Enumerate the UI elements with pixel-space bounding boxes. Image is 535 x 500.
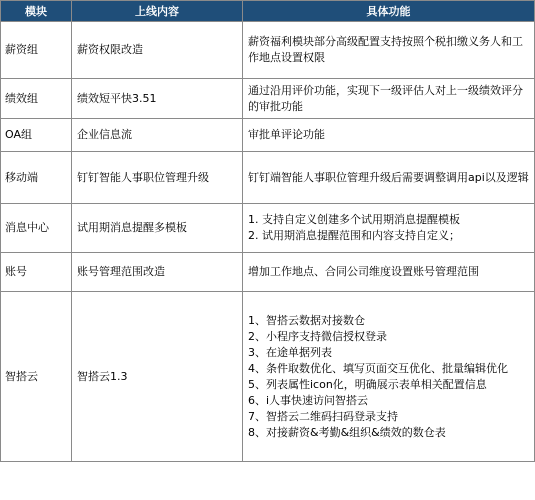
header-module: 模块 — [1, 1, 72, 22]
module-cell: 薪资组 — [1, 22, 72, 79]
function-line: 薪资福利模块部分高级配置支持按照个税扣缴义务人和工作地点设置权限 — [248, 35, 523, 64]
function-cell — [243, 119, 535, 152]
table-row — [1, 253, 535, 292]
module-cell: 移动端 — [1, 152, 72, 204]
header-function: 具体功能 — [243, 1, 535, 22]
function-cell — [243, 204, 535, 253]
table-row — [1, 119, 535, 152]
module-cell: 绩效组 — [1, 79, 72, 119]
function-line: 1. 支持自定义创建多个试用期消息提醒模板 — [248, 213, 460, 226]
function-line: 7、智搭云二维码扫码登录支持 — [248, 409, 398, 423]
function-line: 3、在途单据列表 — [248, 345, 332, 359]
function-line: 1、智搭云数据对接数仓 — [248, 313, 365, 327]
function-line: 通过沿用评价功能，实现下一级评估人对上一级绩效评分的审批功能 — [248, 83, 523, 113]
function-line: 2. 试用期消息提醒范围和内容支持自定义； — [248, 229, 460, 242]
function-line: 增加工作地点、合同公司维度设置账号管理范围 — [248, 265, 479, 278]
module-cell: 账号 — [1, 253, 72, 292]
module-cell: 智搭云 — [1, 292, 72, 462]
module-cell: OA组 — [1, 119, 72, 152]
module-cell: 消息中心 — [1, 204, 72, 253]
function-line: 5、列表属性icon化，明确展示表单相关配置信息 — [248, 377, 487, 391]
table-row — [1, 292, 535, 462]
content-cell: 绩效短平快3.51 — [72, 79, 243, 119]
function-line: 8、对接薪资&考勤&组织&绩效的数仓表 — [248, 425, 446, 439]
function-cell — [243, 152, 535, 204]
content-cell: 试用期消息提醒多模板 — [72, 204, 243, 253]
table-row — [1, 79, 535, 119]
function-line: 钉钉端智能人事职位管理升级后需要调整调用api以及逻辑 — [248, 170, 529, 184]
content-cell: 账号管理范围改造 — [72, 253, 243, 292]
content-cell: 智搭云1.3 — [72, 292, 243, 462]
table-row — [1, 152, 535, 204]
content-cell: 薪资权限改造 — [72, 22, 243, 79]
function-cell — [243, 253, 535, 292]
table-row — [1, 204, 535, 253]
function-line: 6、i人事快速访问智搭云 — [248, 393, 369, 407]
function-line: 4、条件取数优化、填写页面交互优化、批量编辑优化 — [248, 361, 508, 375]
function-line: 审批单评论功能 — [248, 128, 325, 141]
content-cell: 企业信息流 — [72, 119, 243, 152]
function-cell — [243, 79, 535, 119]
function-cell — [243, 22, 535, 79]
header-row — [1, 1, 535, 22]
header-content: 上线内容 — [72, 1, 243, 22]
content-cell: 钉钉智能人事职位管理升级 — [72, 152, 243, 204]
function-cell — [243, 292, 535, 462]
table-row — [1, 22, 535, 79]
function-line: 2、小程序支持微信授权登录 — [248, 329, 387, 343]
